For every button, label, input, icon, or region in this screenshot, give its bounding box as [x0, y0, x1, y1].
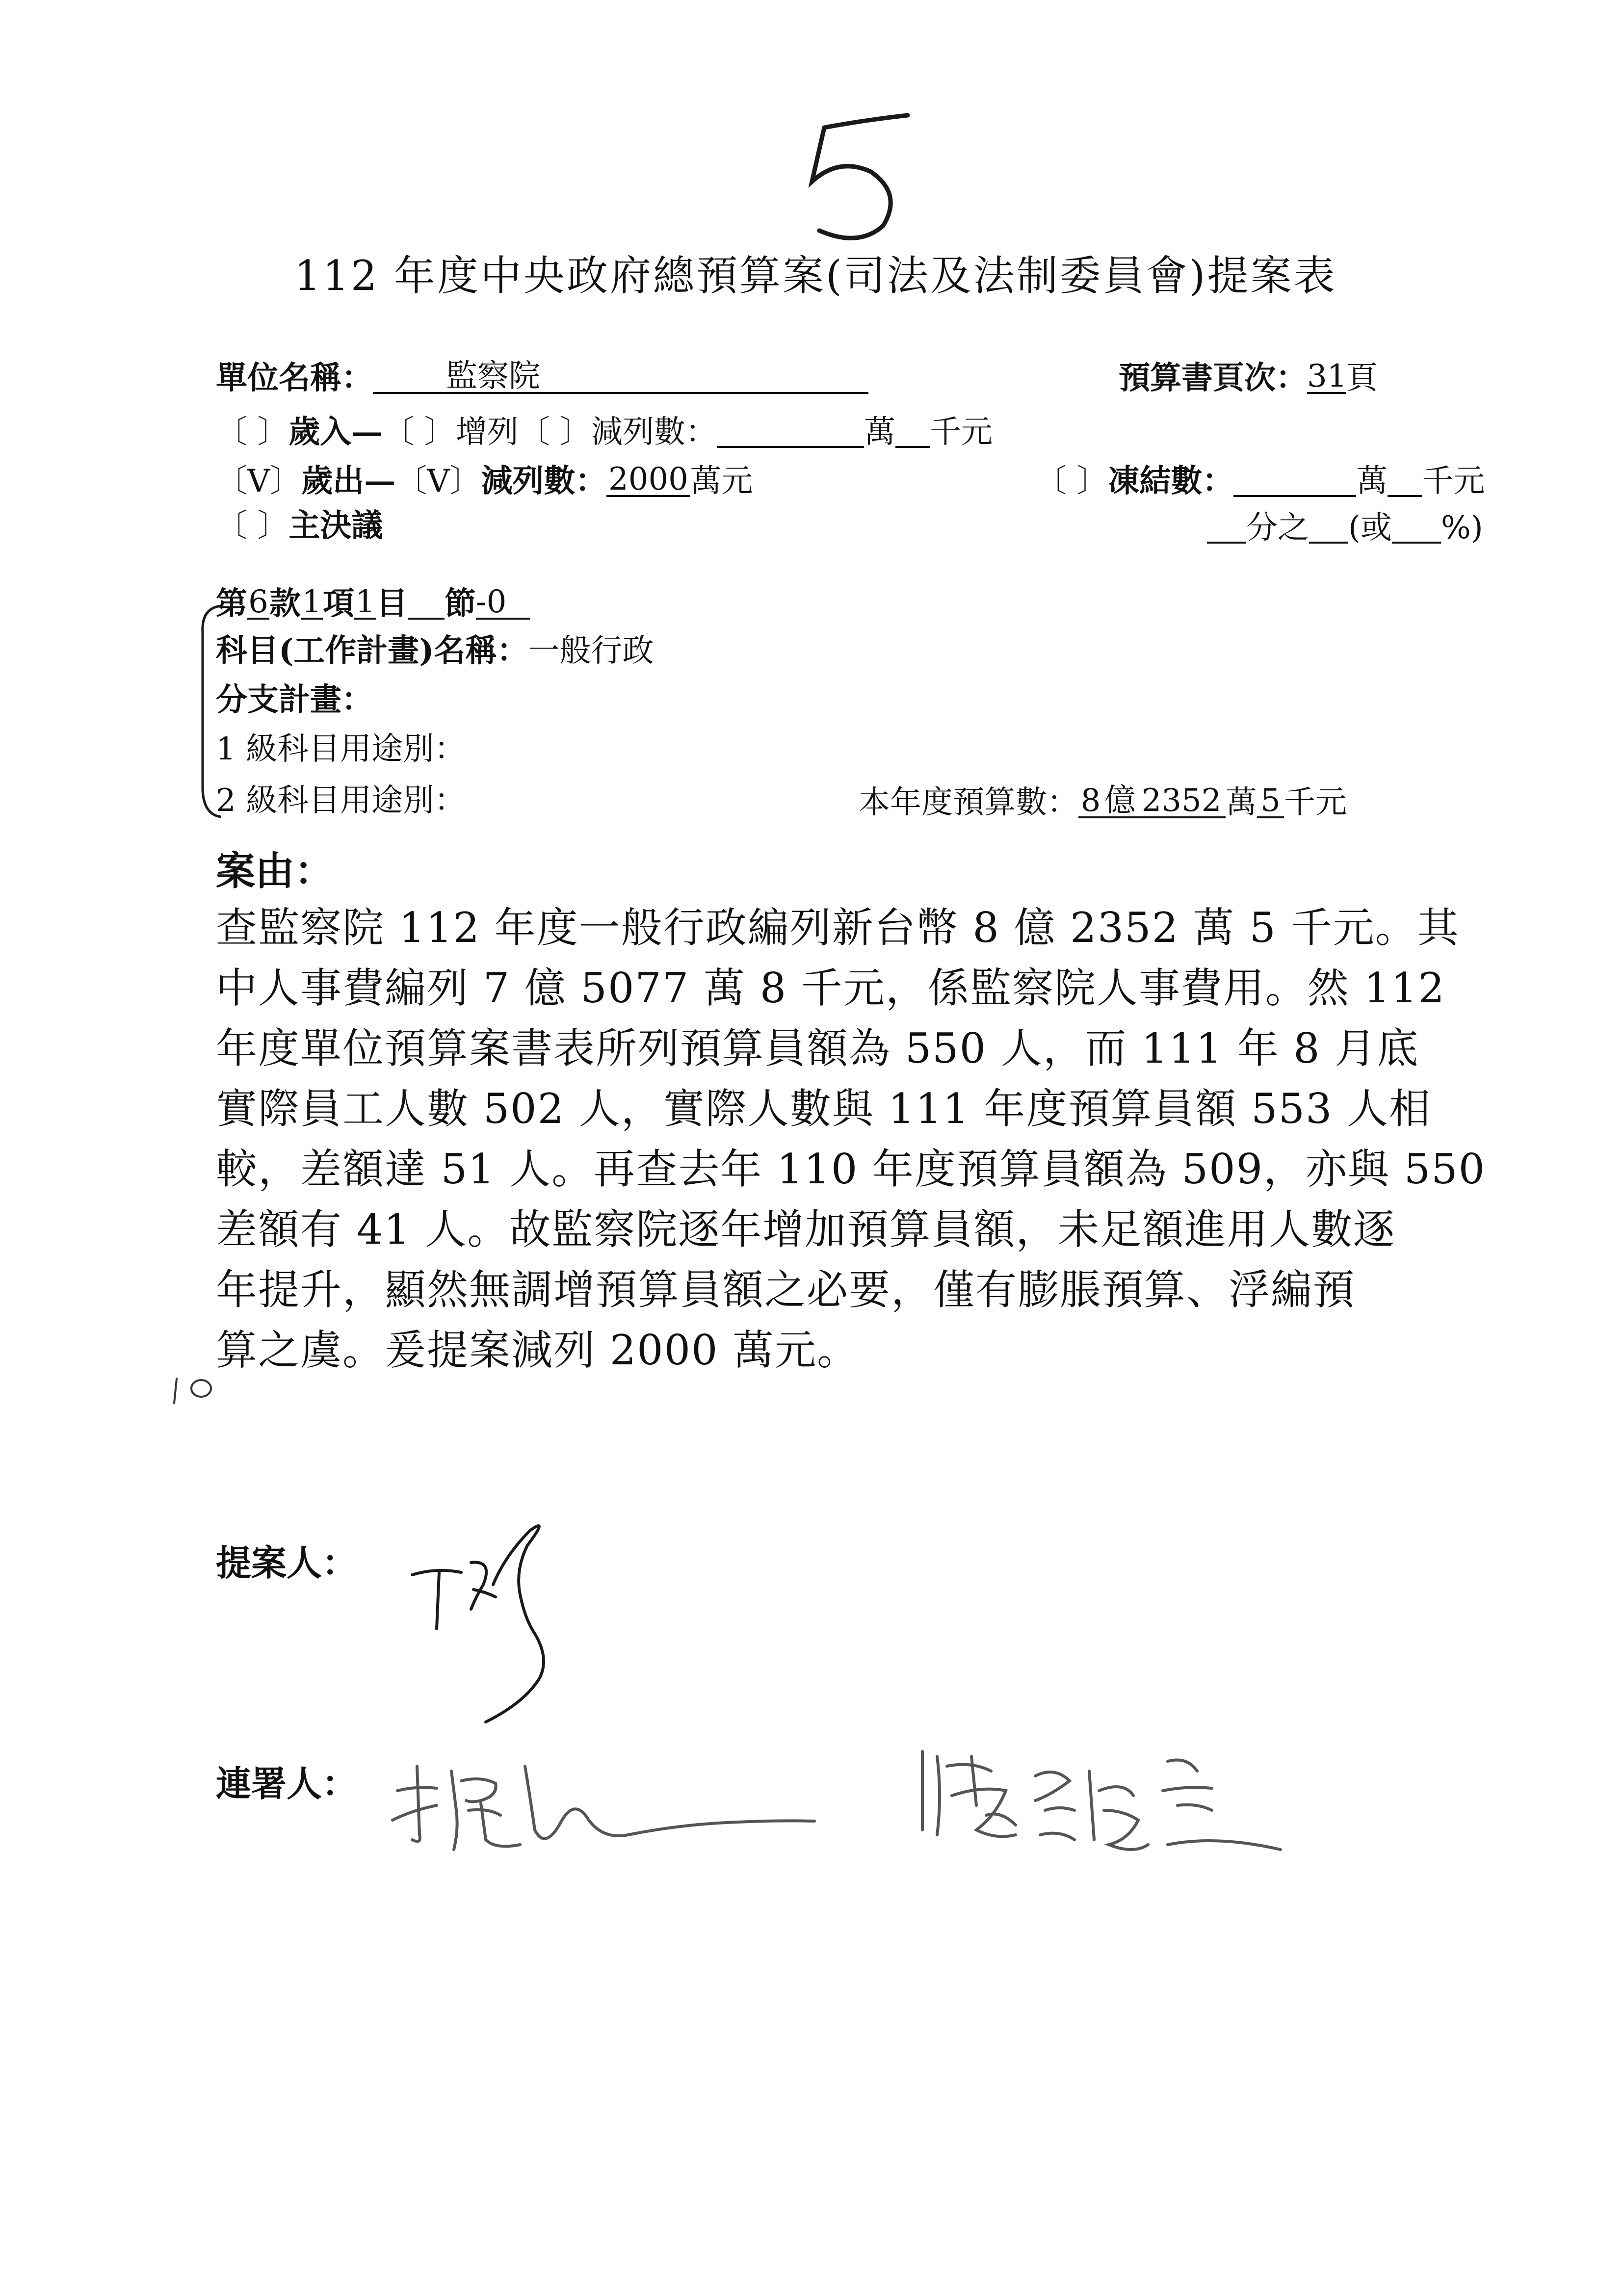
section-row [216, 586, 530, 620]
level2-label: 2 級科目用途別： [216, 783, 466, 819]
expense-decrease-label: 減列數： [481, 463, 607, 499]
cosigner-signatures [383, 1737, 1315, 1896]
freeze-checkbox: 〔 〕 [1035, 463, 1108, 499]
current-budget-yi: 8 [1078, 785, 1103, 818]
section-kuan: 款 [269, 585, 301, 622]
decrease-checkbox: 〔 〕 [518, 414, 592, 450]
reason-line: 年提升，顯然無調增預算員額之必要，僅有膨脹預算、浮編預 [216, 1266, 1356, 1314]
cosigner-label: 連署人： [216, 1763, 358, 1804]
branch-plan-label: 分支計畫： [216, 681, 373, 718]
expense-label: 歲出— [301, 463, 396, 499]
fraction-fen: 分之 [1246, 510, 1309, 546]
expense-row [216, 461, 753, 499]
current-budget-label: 本年度預算數： [859, 784, 1078, 821]
increase-checkbox: 〔 〕 [383, 414, 456, 450]
reason-line: 實際員工人數 502 人，實際人數與 111 年度預算員額 553 人相 [216, 1085, 1432, 1133]
revenue-row [216, 415, 993, 448]
budget-page-row [1119, 358, 1378, 396]
revenue-qian-unit: 千元 [930, 414, 993, 450]
unit-name-row [216, 358, 868, 396]
expense-decrease-unit: 萬元 [690, 463, 753, 499]
freeze-label: 凍結數： [1108, 463, 1234, 499]
current-budget-yi-unit: 億 [1103, 785, 1137, 818]
main-resolution-label: 主決議 [288, 507, 383, 544]
revenue-checkbox: 〔 〕 [216, 414, 289, 450]
handwritten-margin-note [169, 1369, 228, 1410]
section-xiang: 項 [323, 585, 354, 622]
section-xiang-no: 1 [301, 586, 323, 620]
expense-checkbox: 〔V〕 [216, 463, 302, 499]
subject-value: 一般行政 [528, 633, 654, 669]
reason-line: 較，差額達 51 人。再查去年 110 年度預算員額為 509，亦與 550 [216, 1145, 1486, 1193]
freeze-row [1035, 464, 1485, 497]
budget-page-value: 31 [1307, 358, 1347, 394]
handwritten-page-number [765, 98, 922, 252]
main-resolution-checkbox: 〔 〕 [216, 508, 289, 544]
fraction-huo: (或 [1348, 510, 1392, 546]
unit-name-value: 監察院 [446, 358, 540, 394]
reason-line: 年度單位預算案書表所列預算員額為 550 人，而 111 年 8 月底 [216, 1024, 1419, 1072]
subject-row [216, 632, 654, 669]
document-title: 112 年度中央政府總預算案(司法及法制委員會)提案表 [294, 252, 1337, 300]
increase-label: 增列 [455, 414, 519, 450]
proposer-signature [402, 1511, 638, 1739]
freeze-wan-unit: 萬 [1356, 463, 1388, 499]
budget-page-suffix: 頁 [1346, 360, 1378, 396]
budget-page-label: 預算書頁次： [1119, 360, 1307, 396]
fraction-row [1207, 510, 1483, 544]
decrease-label: 減列數： [591, 414, 717, 450]
reason-line: 中人事費編列 7 億 5077 萬 8 千元，係監察院人事費用。然 112 [216, 964, 1445, 1012]
section-mu-no: 1 [354, 586, 376, 620]
expense-decrease-checkbox: 〔V〕 [395, 463, 481, 499]
main-resolution-row [216, 507, 383, 544]
level1-label: 1 級科目用途別： [216, 731, 466, 767]
expense-decrease-amount: 2000 [606, 464, 690, 497]
section-mu: 目 [376, 585, 408, 622]
current-budget-qian: 5 [1257, 785, 1284, 818]
reason-paragraph [216, 898, 1486, 1381]
unit-name-label: 單位名稱： [216, 360, 373, 396]
reason-line: 查監察院 112 年度一般行政編列新台幣 8 億 2352 萬 5 千元。其 [216, 904, 1460, 952]
reason-line: 算之虞。爰提案減列 2000 萬元。 [216, 1326, 860, 1374]
section-jie: 節 [445, 585, 476, 622]
current-budget-wan-unit: 萬 [1226, 784, 1257, 821]
reason-label: 案由： [216, 848, 334, 894]
current-budget-row [859, 783, 1347, 821]
revenue-label: 歲入— [288, 414, 383, 450]
section-jie-no: -0 [476, 586, 530, 620]
current-budget-wan: 2352 [1137, 785, 1226, 818]
subject-label: 科目(工作計畫)名稱： [216, 632, 528, 669]
section-kuan-no: 6 [247, 586, 269, 620]
reason-line: 差額有 41 人。故監察院逐年增加預算員額，未足額進用人數逐 [216, 1205, 1396, 1253]
fraction-pct: %) [1441, 510, 1483, 546]
freeze-qian-unit: 千元 [1422, 463, 1485, 499]
revenue-wan-unit: 萬 [864, 414, 896, 450]
section-di: 第 [216, 585, 247, 622]
proposer-label: 提案人： [216, 1542, 358, 1584]
current-budget-qian-unit: 千元 [1284, 784, 1347, 821]
